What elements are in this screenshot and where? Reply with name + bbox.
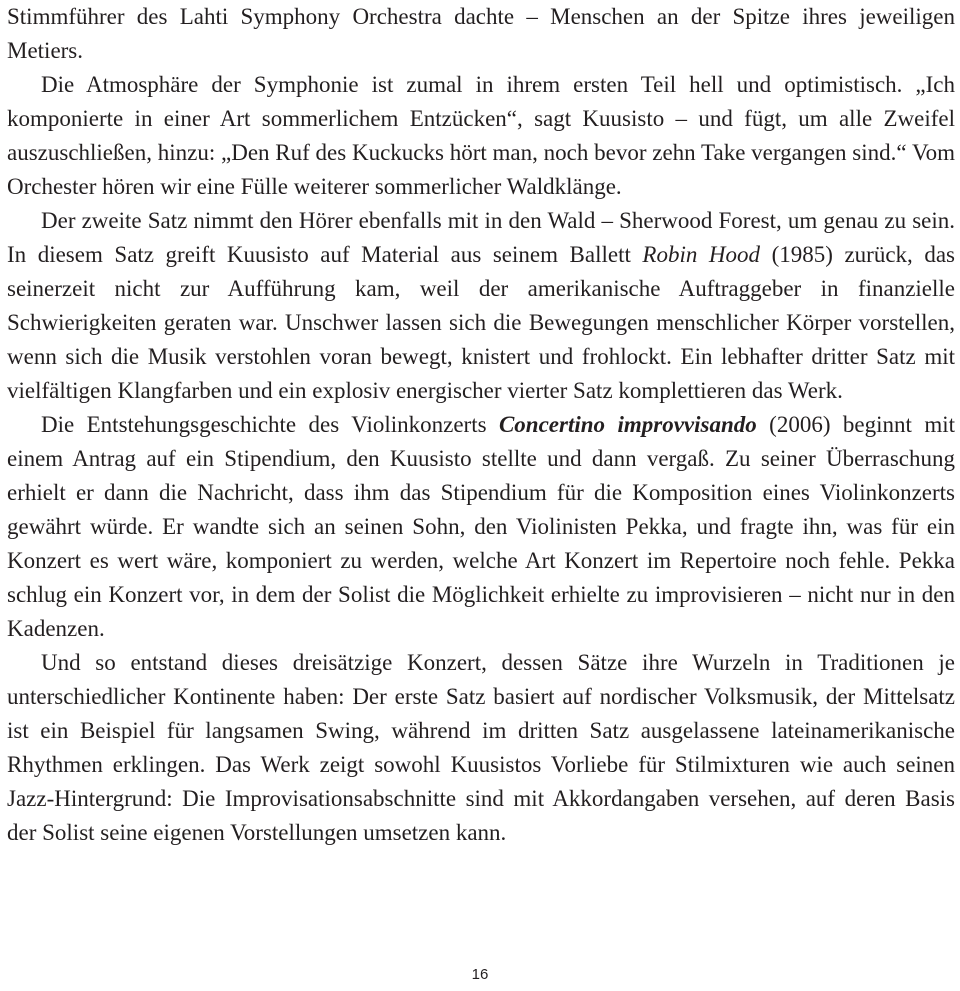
work-title: Concertino improvvisando	[498, 412, 757, 437]
paragraph-text: Die Atmosphäre der Symphonie ist zumal in ihrem ersten Teil hell und optimistisch. „Ich komponierte in einer Art sommerlichem Entzücken“, sagt Kuusisto – und fügt, um alle Zweifel auszuschließen, hinzu: „Den Ruf des Kuckucks hört man, noch bevor zehn Take vergangen sind.“ Vom Orchester hören wir eine Fülle weiterer sommerlicher Waldklänge.	[7, 72, 955, 199]
paragraph-text: Der zweite Satz nimmt den Hörer ebenfalls mit in den Wald – Sherwood Forest, um genau zu sein. In diesem Satz greift Kuusisto auf Material aus seinem Ballett	[7, 208, 955, 267]
document-page	[7, 0, 955, 850]
paragraph	[7, 0, 955, 68]
paragraph	[7, 204, 955, 408]
paragraph	[7, 646, 955, 850]
paragraph-text: (1985) zurück, das seinerzeit nicht zur Aufführung kam, weil der amerikanische Auftraggeber in finanzielle Schwierigkeiten geraten war. Unschwer lassen sich die Bewegungen menschlicher Körper vorstellen, wenn sich die Musik verstohlen voran bewegt, knistert und frohlockt. Ein lebhafter dritter Satz mit vielfältigen Klangfarben und ein explosiv energischer vierter Satz komplettieren das Werk.	[7, 242, 955, 403]
paragraph-text: (2006) beginnt mit einem Antrag auf ein Stipendium, den Kuusisto stellte und dann vergaß. Zu seiner Überraschung erhielt er dann die Nachricht, dass ihm das Stipendium für die Komposition eines Violinkonzerts gewährt würde. Er wandte sich an seinen Sohn, den Violinisten Pekka, und fragte ihn, was für ein Konzert es wert wäre, komponiert zu werden, welche Art Konzert im Repertoire noch fehle. Pekka schlug ein Konzert vor, in dem der Solist die Möglichkeit erhielte zu improvisieren – nicht nur in den Kadenzen.	[7, 412, 955, 641]
paragraph	[7, 408, 955, 646]
paragraph-text: Und so entstand dieses dreisätzige Konzert, dessen Sätze ihre Wurzeln in Traditionen je unterschiedlicher Kontinente haben: Der erste Satz basiert auf nordischer Volksmusik, der Mittelsatz ist ein Beispiel für langsamen Swing, während im dritten Satz ausgelassene lateinamerikanische Rhythmen erklingen. Das Werk zeigt sowohl Kuusistos Vorliebe für Stilmixturen wie auch seinen Jazz-Hintergrund: Die Improvisationsabschnitte sind mit Akkordangaben versehen, auf deren Basis der Solist seine eigenen Vorstellungen umsetzen kann.	[7, 650, 955, 845]
page-number: 16	[471, 966, 489, 983]
paragraph-text: Die Entstehungsgeschichte des Violinkonzerts	[41, 412, 499, 437]
work-title: Robin Hood	[642, 242, 761, 267]
paragraph-text: Stimmführer des Lahti Symphony Orchestra dachte – Menschen an der Spitze ihres jeweiligen Metiers.	[7, 4, 955, 63]
paragraph	[7, 68, 955, 204]
